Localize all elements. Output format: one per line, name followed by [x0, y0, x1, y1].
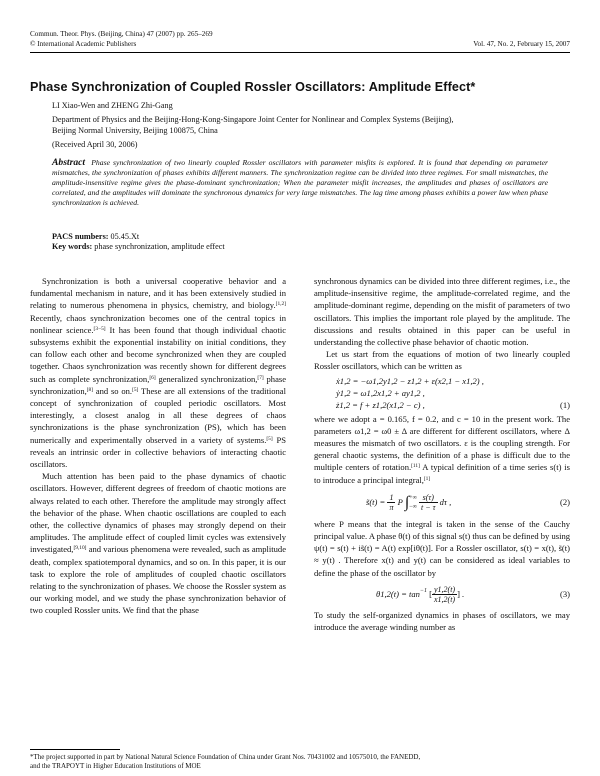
- authors: LI Xiao-Wen and ZHENG Zhi-Gang: [52, 101, 173, 110]
- right-paragraph-5: To study the self-organized dynamics in phases of oscillators, we may introduce the average winding number as: [314, 609, 570, 633]
- keywords-label: Key words:: [52, 242, 93, 251]
- right-paragraph-3: where we adopt a = 0.165, f = 0.2, and c = 10 in the present work. The parameters ω1,2 = ω0 ± Δ are different for different oscillators, where Δ measures the mismatch of two oscillators. ε is the coupling strength. For general chaotic systems, the definition of a phase is difficult due to the multiple centers of rotation.[11] A typical definition of a time series s(t) is to introduce a principal integral,[1]: [314, 413, 570, 485]
- pacs-line: [52, 232, 139, 242]
- equation-1-line-2: ẏ1,2 = ω1,2x1,2 + ay1,2 ,: [336, 387, 425, 398]
- left-column: [30, 275, 286, 617]
- right-column: [314, 275, 570, 633]
- publisher-line: © International Academic Publishers: [30, 40, 137, 48]
- paper-title: Phase Synchronization of Coupled Rossler Oscillators: Amplitude Effect*: [30, 80, 476, 94]
- equation-3-number: (3): [560, 588, 570, 599]
- footnote-line-1: *The project supported in part by National Natural Science Foundation of China under Grant Nos. 70431002 and 10575010, the FANEDD,: [30, 753, 421, 761]
- keywords-value: phase synchronization, amplitude effect: [94, 242, 225, 251]
- pacs-value: 05.45.Xt: [110, 232, 140, 241]
- equation-2-number: (2): [560, 496, 570, 507]
- header-rule: [30, 52, 570, 53]
- footnote-line-2: and the TRAPOYT in Higher Education Institutions of MOE: [30, 762, 201, 770]
- equation-1-number: (1): [560, 399, 570, 410]
- right-paragraph-1: synchronous dynamics can be divided into three different regimes, i.e., the amplitude-insensitive regime, the amplitude-correlated regime, and the amplitude-dominant regime, depending on the misfit of parameters of two oscillators. This implies the important role played by the amplitude. The discussions and results obtained in this paper can be useful in understanding the collective phase behavior of chaotic motion.: [314, 276, 570, 348]
- journal-citation: Commun. Theor. Phys. (Beijing, China) 47 (2007) pp. 265–269: [30, 30, 213, 38]
- intro-paragraph-2: Much attention has been paid to the phase dynamics of chaotic oscillators. However, different degrees of freedom of chaotic motions are always related to each other. Therefore the amplitude may strongly affect the behavior of the phase. When chaotic oscillations are coupled to each other, the collective dynamics of phases may strongly depend on their amplitudes. The amplitude effect of coupled limit cycles was extensively investigated,[9,10] and various phenomena were revealed, such as amplitude death, complex spatiotemporal dynamics, and so on. In this paper, it is our task to explore the role of amplitudes of coupled chaotic oscillators relating to the synchronization of phases. We choose the Rossler system as our working model, and we study the phase synchronization behavior of two coupled Rossler units. We find that the phase: [30, 471, 286, 616]
- affiliation-line1: Department of Physics and the Beijing-Hong-Kong-Singapore Joint Center for Nonlinear and Complex Systems (Beijing),: [52, 115, 454, 124]
- right-paragraph-4: where P means that the integral is taken in the sense of the Cauchy principal value. A phase θ(t) of this signal s(t) thus can be defined by using ψ(t) = s(t) + is̃(t) = A(t) exp[iθ(t)]. For a Rossler oscillator, s(t) = x(t), s̃(t) ≈ y(t) . Therefore x(t) and y(t) can be considered as ideal variables to define the phase of the oscillator by: [314, 518, 570, 578]
- equation-1-line-1: ẋ1,2 = −ω1,2y1,2 − z1,2 + ε(x2,1 − x1,2) ,: [336, 375, 484, 386]
- keywords-line: [52, 242, 225, 252]
- volume-info: Vol. 47, No. 2, February 15, 2007: [473, 40, 570, 48]
- intro-paragraph-1: Synchronization is both a universal cooperative behavior and a fundamental mechanism in nature, and it has been extensively studied in relating to numerous phenomena in physics, chemistry, and biology.[1,2] Recently, chaos synchronization becomes one of the central topics in nonlinear science.[3−5] It has been found that though individual chaotic subsystems exhibit the exponential instability on initial conditions, they can follow each other and become synchronized when they are coupled together. Chaos synchronization was recently shown for different degrees such as complete synchronization,[6] generalized synchronization,[7] phase synchronization,[8] and so on.[5] These are all extensions of the traditional concept of synchronization of coupled periodic oscillators. Most interestingly, a closest analog in all these degrees of chaos synchronizations is the phase synchronization (PS), which has been numerically and experimentally observed in a variety of systems.[5] PS reveals an intrinsic order in collective behaviors of interacting chaotic oscillators.: [30, 276, 286, 470]
- equation-2: s̃(t) = $\frac{1}{\pi}$ P ∫ +∞ −∞ $\frac{s(\tau)}{t - \tau}$ dτ , (2): [314, 488, 570, 516]
- affiliation-line2: Beijing Normal University, Beijing 100875, China: [52, 125, 218, 135]
- abstract-label: Abstract: [52, 157, 86, 168]
- equation-1-line-3: ż1,2 = f + z1,2(x1,2 − c) , (1): [336, 399, 570, 410]
- equation-3: $\theta 1,2(t) = \tan^{-1}$ [ $\frac{y1,2(t)}{x1,2(t)}$ ] . (3): [314, 581, 570, 607]
- received-date: (Received April 30, 2006): [52, 140, 138, 149]
- pacs-label: PACS numbers:: [52, 232, 109, 241]
- equation-1: [314, 375, 570, 411]
- abstract: [52, 158, 548, 208]
- right-paragraph-2: Let us start from the equations of motion of two linearly coupled Rossler oscillators, which can be written as: [314, 349, 570, 372]
- footnote-rule: [30, 749, 120, 750]
- abstract-text: Phase synchronization of two linearly coupled Rossler oscillators with parameter misfits is explored. It is found that depending on parameter mismatches, the synchronization of phases exhibits different manners. The synchronization regime can be divided into three regimes. For small mismatches, the amplitude-insensitive regime gives the phase-dominant synchronization; When the parameter misfit increases, the amplitudes and phases of oscillators are correlated, and the amplitudes will dominate the synchronous dynamics for very large mismatches. The lag time among phases exhibits a power law when phase synchronization is achieved.: [52, 158, 548, 207]
